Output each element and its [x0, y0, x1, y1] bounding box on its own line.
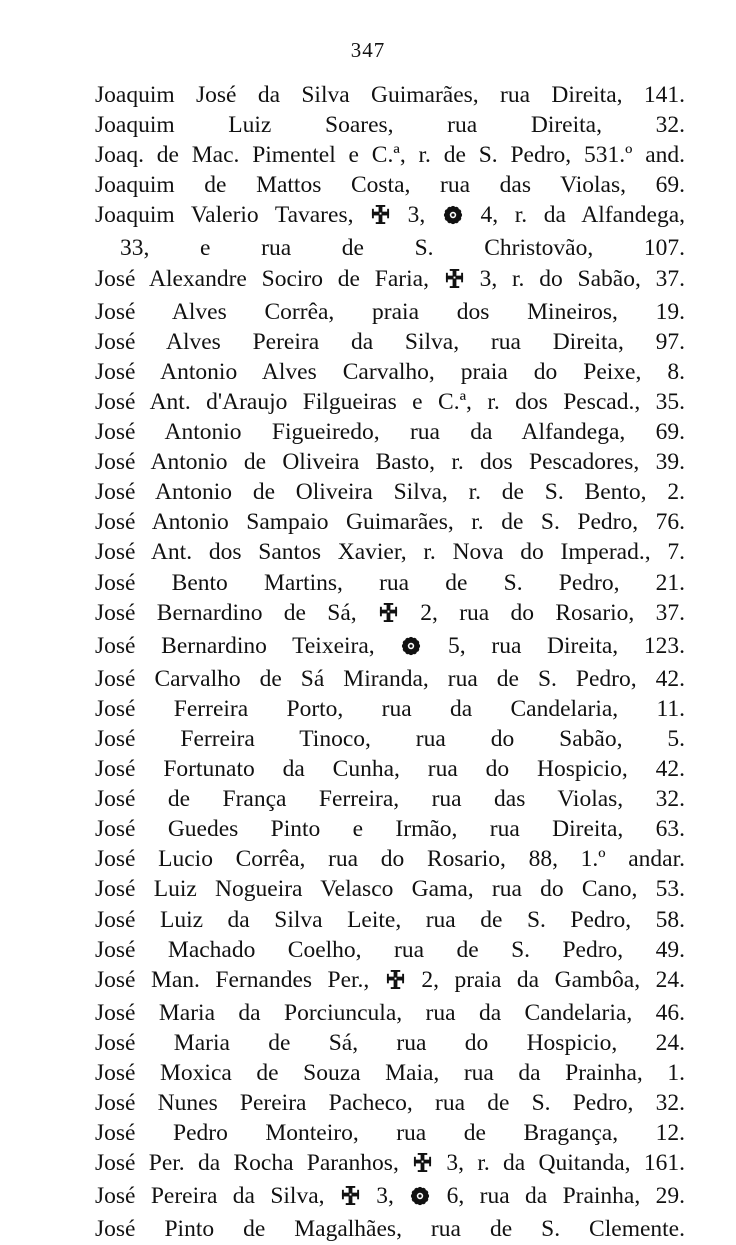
- directory-entry: [95, 1058, 685, 1088]
- entry-text: José Bento Martins, rua de S. Pedro, 21.: [95, 569, 685, 596]
- directory-entry: [95, 1028, 685, 1058]
- directory-entry: [95, 537, 685, 567]
- directory-entry: [95, 754, 685, 784]
- directory-list: [95, 80, 685, 1245]
- directory-entry: [95, 1088, 685, 1118]
- entry-text: José Ferreira Porto, rua da Candelaria, 11.: [95, 695, 685, 722]
- directory-entry: [95, 598, 685, 631]
- directory-entry: [95, 935, 685, 965]
- directory-entry: [95, 1118, 685, 1148]
- directory-entry: [95, 874, 685, 904]
- entry-text: José Ant. d'Araujo Filgueiras e C.ª, r. dos Pescad., 35.: [95, 388, 685, 415]
- entry-text: José Nunes Pereira Pacheco, rua de S. Pedro, 32.: [95, 1090, 685, 1117]
- entry-text: José Luiz Nogueira Velasco Gama, rua do Cano, 53.: [95, 876, 685, 903]
- entry-text: José Pereira da Silva,: [95, 1183, 340, 1210]
- entry-text: 4, r. da Alfandega,: [463, 202, 686, 229]
- directory-entry-continuation: [95, 233, 685, 263]
- entry-text: José Antonio Sampaio Guimarães, r. de S. Pedro, 76.: [95, 509, 685, 536]
- directory-entry: [95, 264, 685, 297]
- order-cross-icon: [413, 1151, 432, 1181]
- directory-entry: [95, 1148, 685, 1181]
- entry-text: José Antonio Figueiredo, rua da Alfandega, 69.: [95, 419, 685, 446]
- directory-entry: [95, 170, 685, 200]
- directory-entry: [95, 140, 685, 170]
- entry-text: 3, r. do Sabão, 37.: [464, 265, 685, 292]
- entry-text: José Pedro Monteiro, rua de Bragança, 12.: [95, 1120, 685, 1147]
- order-cross-icon: [341, 1184, 360, 1214]
- page-number: 347: [350, 38, 386, 62]
- directory-entry: [95, 297, 685, 327]
- entry-text: Joaquim de Mattos Costa, rua das Violas, 69.: [95, 172, 685, 199]
- entry-text: José Machado Coelho, rua de S. Pedro, 49.: [95, 936, 685, 963]
- order-rose-icon: [443, 203, 463, 233]
- directory-entry: [95, 477, 685, 507]
- entry-text: 3, r. da Quitanda, 161.: [433, 1150, 685, 1177]
- entry-text: José Fortunato da Cunha, rua do Hospicio, 42.: [95, 756, 685, 783]
- entry-text: José Antonio de Oliveira Silva, r. de S. Bento, 2.: [95, 479, 685, 506]
- order-rose-icon: [410, 1184, 430, 1214]
- entry-text: José Alves Corrêa, praia dos Mineiros, 19.: [95, 298, 685, 325]
- directory-entry: [95, 814, 685, 844]
- directory-entry: [95, 387, 685, 417]
- directory-entry: [95, 1181, 685, 1214]
- directory-entry: [95, 1214, 685, 1244]
- entry-text: José Alves Pereira da Silva, rua Direita, 97.: [95, 328, 685, 355]
- entry-text: Joaquim Valerio Tavares,: [95, 202, 371, 229]
- directory-entry: [95, 447, 685, 477]
- directory-entry: [95, 200, 685, 233]
- entry-text: José Ant. dos Santos Xavier, r. Nova do Imperad., 7.: [95, 539, 685, 566]
- entry-text: José Man. Fernandes Per.,: [95, 966, 385, 993]
- directory-entry: [95, 844, 685, 874]
- order-cross-icon: [445, 267, 464, 297]
- directory-entry: [95, 80, 685, 110]
- entry-text: José Antonio Alves Carvalho, praia do Peixe, 8.: [95, 358, 685, 385]
- order-cross-icon: [386, 968, 405, 998]
- directory-entry: [95, 965, 685, 998]
- directory-entry: [95, 327, 685, 357]
- order-cross-icon: [379, 601, 398, 631]
- entry-text: José Guedes Pinto e Irmão, rua Direita, 63.: [95, 816, 685, 843]
- entry-text: José Maria de Sá, rua do Hospicio, 24.: [95, 1029, 685, 1056]
- directory-entry: [95, 568, 685, 598]
- entry-text: 2, rua do Rosario, 37.: [398, 599, 685, 626]
- entry-text: 6, rua da Prainha, 29.: [431, 1183, 685, 1210]
- entry-text: 3,: [391, 202, 442, 229]
- order-rose-icon: [401, 634, 421, 664]
- directory-entry: [95, 357, 685, 387]
- entry-text: Joaquim Luiz Soares, rua Direita, 32.: [95, 112, 685, 139]
- entry-text: 3,: [360, 1183, 410, 1210]
- entry-text: José Ferreira Tinoco, rua do Sabão, 5.: [95, 725, 685, 752]
- entry-text: Joaq. de Mac. Pimentel e C.ª, r. de S. Pedro, 531.º and.: [95, 142, 685, 169]
- entry-text: José Luiz da Silva Leite, rua de S. Pedro, 58.: [95, 906, 685, 933]
- entry-text: José de França Ferreira, rua das Violas, 32.: [95, 786, 685, 813]
- directory-entry: [95, 905, 685, 935]
- directory-entry: [95, 694, 685, 724]
- directory-entry: [95, 631, 685, 664]
- directory-entry: [95, 507, 685, 537]
- entry-text: José Alexandre Socirо de Faria,: [95, 265, 444, 292]
- entry-text: Joaquim José da Silva Guimarães, rua Direita, 141.: [95, 82, 685, 108]
- entry-text: José Antonio de Oliveira Basto, r. dos Pescadores, 39.: [95, 449, 685, 476]
- directory-entry: [95, 664, 685, 694]
- directory-entry: [95, 724, 685, 754]
- entry-text: José Carvalho de Sá Miranda, rua de S. Pedro, 42.: [95, 665, 685, 692]
- entry-text: José Pinto de Magalhães, rua de S. Clemente.: [95, 1216, 685, 1243]
- entry-text: José Bernardino de Sá,: [95, 599, 378, 626]
- entry-text: 5, rua Direita, 123.: [422, 632, 685, 659]
- directory-entry: [95, 110, 685, 140]
- directory-entry: [95, 784, 685, 814]
- entry-text: José Moxica de Souza Maia, rua da Prainha, 1.: [95, 1060, 685, 1086]
- entry-text: 33, e rua de S. Christovão, 107.: [120, 235, 685, 262]
- directory-entry: [95, 417, 685, 447]
- directory-entry: [95, 998, 685, 1028]
- order-cross-icon: [371, 203, 390, 233]
- entry-text: 2, praia da Gambôa, 24.: [405, 966, 685, 993]
- entry-text: José Maria da Porciuncula, rua da Candelaria, 46.: [95, 999, 685, 1026]
- entry-text: José Bernardino Teixeira,: [95, 632, 401, 659]
- entry-text: José Per. da Rocha Paranhos,: [95, 1150, 413, 1177]
- entry-text: José Lucio Corrêa, rua do Rosario, 88, 1.º andar.: [95, 846, 685, 873]
